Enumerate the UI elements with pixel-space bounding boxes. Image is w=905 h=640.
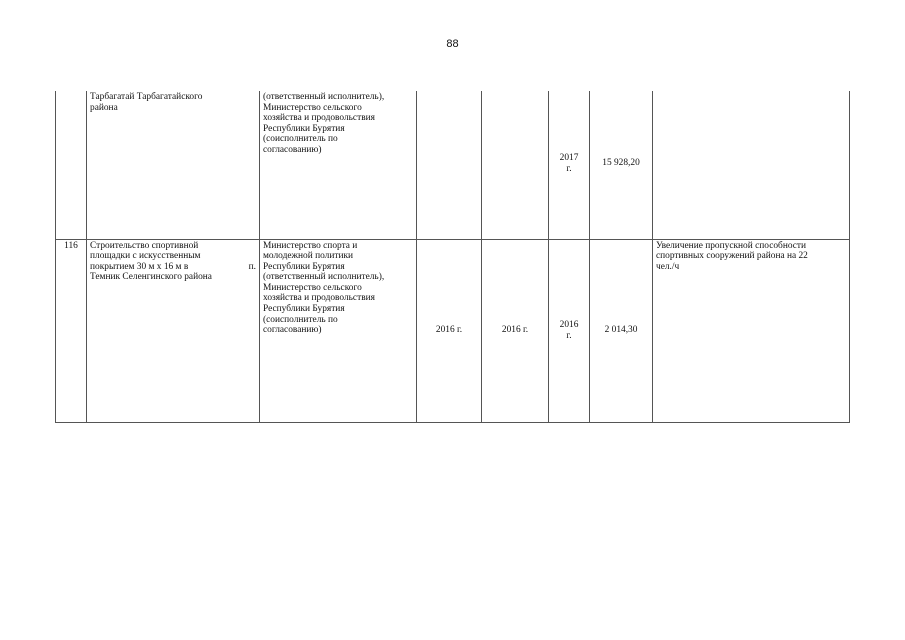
object-line: Строительство спортивной <box>90 240 199 251</box>
executor-line: хозяйства и продовольствия <box>263 293 375 304</box>
executor-cell <box>260 239 417 422</box>
year-value: 2016 <box>559 319 579 330</box>
amount-cell <box>590 91 653 239</box>
object-cell <box>87 239 260 422</box>
table-row <box>56 91 850 239</box>
result-line: Увеличение пропускной способности <box>656 240 807 251</box>
amount-cell <box>590 239 653 422</box>
object-line: площадки с искусственным <box>90 251 201 262</box>
start-date-cell <box>417 239 482 422</box>
table-row <box>56 239 850 422</box>
amount-value: 15 928,20 <box>602 158 640 168</box>
year-suffix: г. <box>566 330 572 341</box>
result-line: чел./ч <box>656 261 680 272</box>
executor-line: (ответственный исполнитель), <box>263 92 385 102</box>
executor-line: хозяйства и продовольствия <box>263 113 375 124</box>
result-cell <box>653 239 850 422</box>
executor-line: Министерство спорта и <box>263 240 358 251</box>
executor-line: согласованию) <box>263 325 322 336</box>
start-date-cell <box>417 91 482 239</box>
executor-line: (соисполнитель по <box>263 314 338 325</box>
year-cell <box>549 239 590 422</box>
result-cell <box>653 91 850 239</box>
object-line: покрытием 30 м х 16 м в <box>90 261 189 272</box>
row-number-cell <box>56 239 87 422</box>
executor-line: (ответственный исполнитель), <box>263 272 385 283</box>
object-line: Тарбагатай Тарбагатайского <box>90 92 203 102</box>
year-cell <box>549 91 590 239</box>
executor-line: Республики Бурятия <box>263 123 345 134</box>
executor-line: Республики Бурятия <box>263 261 345 272</box>
executor-cell <box>260 91 417 239</box>
executor-line: (соисполнитель по <box>263 134 338 145</box>
executor-line: молодежной политики <box>263 251 354 262</box>
year-suffix: г. <box>566 163 572 174</box>
row-number-cell <box>56 91 87 239</box>
end-date: 2016 г. <box>501 325 529 336</box>
object-line: района <box>90 102 118 113</box>
end-date-cell <box>482 239 549 422</box>
amount-value: 2 014,30 <box>604 325 638 336</box>
executor-line: Министерство сельского <box>263 102 362 113</box>
object-cell <box>87 91 260 239</box>
row-number: 116 <box>64 240 78 251</box>
executor-line: Республики Бурятия <box>263 304 345 315</box>
executor-line: согласованию) <box>263 144 322 155</box>
year-value: 2017 <box>559 153 579 163</box>
locality-prefix: п. <box>248 261 256 272</box>
executor-line: Министерство сельского <box>263 282 362 293</box>
start-date: 2016 г. <box>435 325 463 336</box>
object-line-with-locality <box>90 262 256 273</box>
page-number: 88 <box>446 38 459 50</box>
result-line: спортивных сооружений района на 22 <box>656 251 808 262</box>
program-table <box>55 91 850 423</box>
object-line: Темник Селенгинского района <box>90 272 212 283</box>
end-date-cell <box>482 91 549 239</box>
